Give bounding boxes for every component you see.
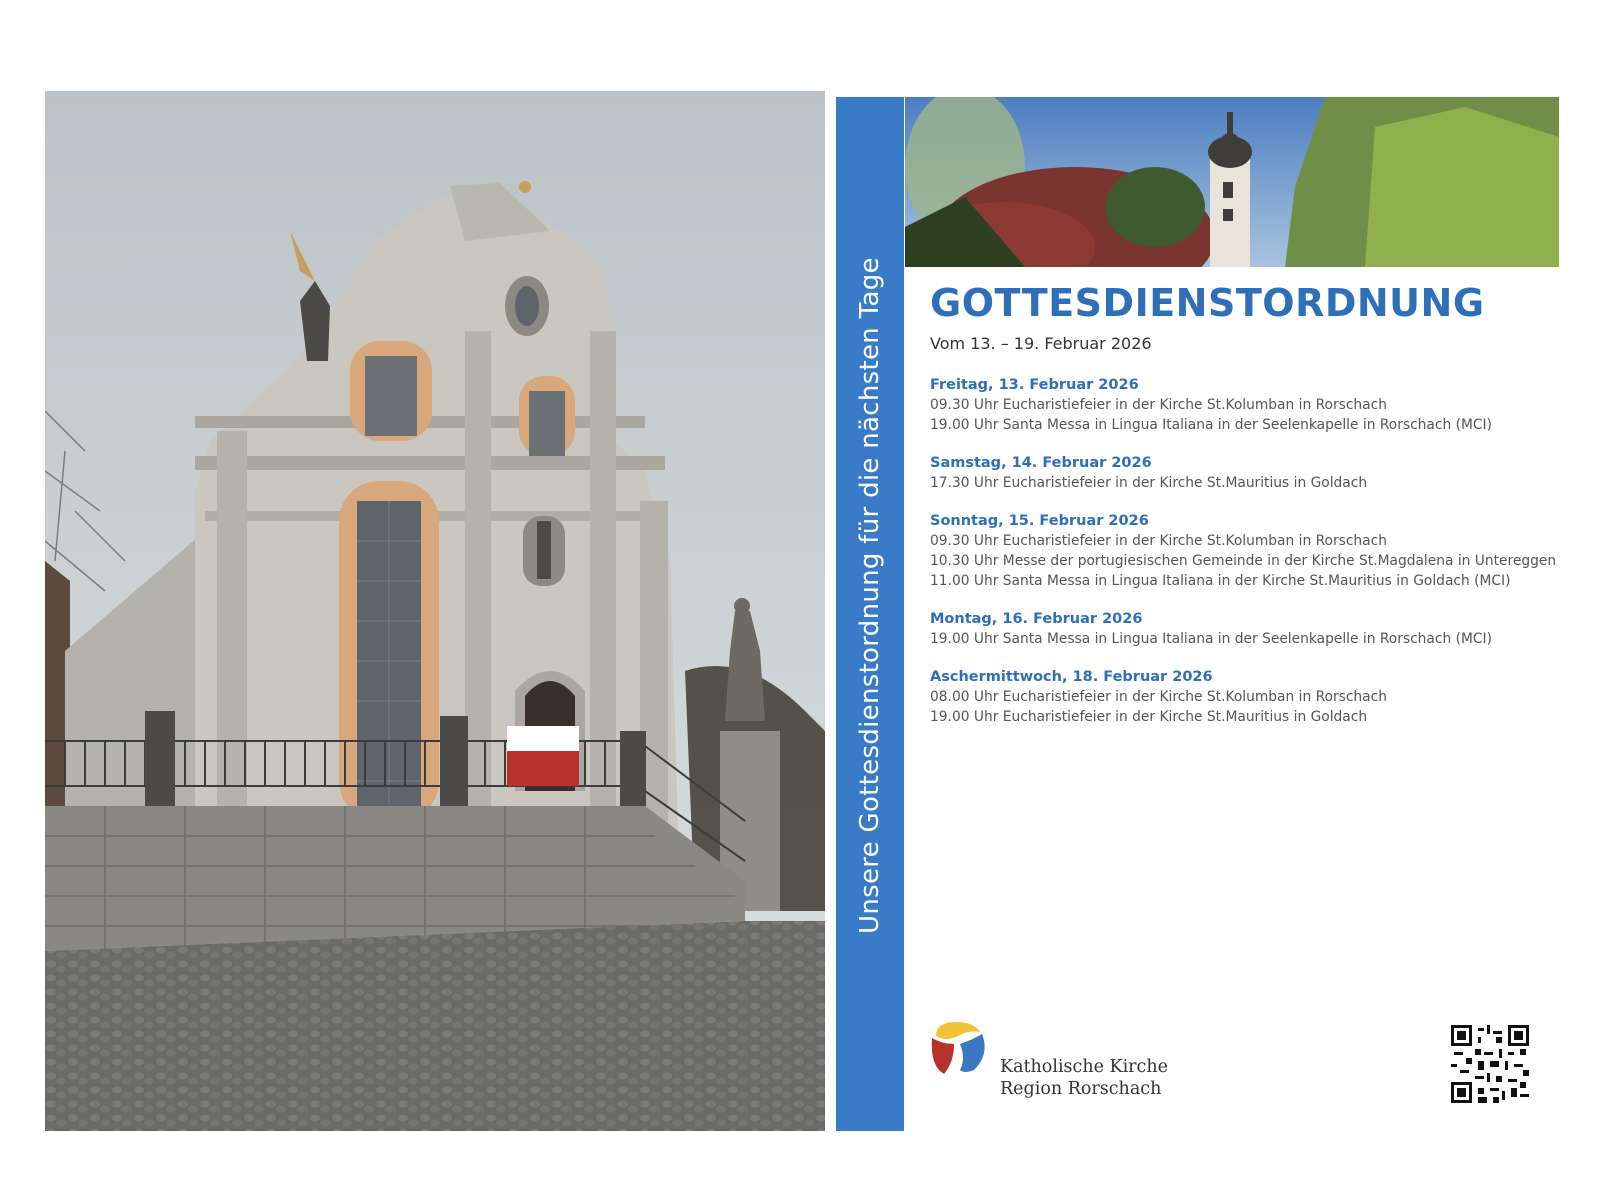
qr-code-icon[interactable] — [1451, 1025, 1529, 1103]
event-item: 19.00 Uhr Santa Messa in Lingua Italiana in der Seelenkapelle in Rorschach (MCI) — [930, 417, 1492, 433]
schedule-content — [930, 280, 1557, 745]
header-photo — [905, 97, 1559, 267]
day-title: Freitag, 13. Februar 2026 — [930, 377, 1139, 393]
page-title: GOTTESDIENSTORDNUNG — [930, 281, 1485, 325]
day-title: Aschermittwoch, 18. Februar 2026 — [930, 669, 1213, 685]
event-item: 08.00 Uhr Eucharistiefeier in der Kirche St.Kolumban in Rorschach — [930, 689, 1387, 705]
event-item: 19.00 Uhr Santa Messa in Lingua Italiana in der Seelenkapelle in Rorschach (MCI) — [930, 631, 1492, 647]
day-block — [930, 609, 1550, 649]
day-title: Montag, 16. Februar 2026 — [930, 611, 1143, 627]
day-title: Samstag, 14. Februar 2026 — [930, 455, 1152, 471]
side-banner — [836, 97, 904, 1131]
schedule-days — [930, 375, 1557, 727]
day-block — [930, 453, 1550, 493]
church-logo-icon — [928, 1018, 988, 1076]
church-photo — [45, 91, 825, 1131]
event-item: 09.30 Uhr Eucharistiefeier in der Kirche St.Kolumban in Rorschach — [930, 533, 1387, 549]
event-item: 09.30 Uhr Eucharistiefeier in der Kirche St.Kolumban in Rorschach — [930, 397, 1387, 413]
day-block — [930, 667, 1550, 727]
date-range: Vom 13. – 19. Februar 2026 — [930, 334, 1152, 353]
event-item: 11.00 Uhr Santa Messa in Lingua Italiana in der Kirche St.Mauritius in Goldach (MCI) — [930, 573, 1511, 589]
organization-name — [1000, 1056, 1168, 1100]
day-block — [930, 375, 1550, 435]
event-item: 19.00 Uhr Eucharistiefeier in der Kirche St.Mauritius in Goldach — [930, 709, 1368, 725]
day-title: Sonntag, 15. Februar 2026 — [930, 513, 1149, 529]
organization-line-1: Katholische Kirche — [1000, 1057, 1168, 1077]
organization-line-2: Region Rorschach — [1000, 1079, 1162, 1099]
side-banner-text: Unsere Gottesdienstordnung für die nächsten Tage — [855, 257, 885, 934]
event-item: 17.30 Uhr Eucharistiefeier in der Kirche St.Mauritius in Goldach — [930, 475, 1368, 491]
day-block — [930, 511, 1557, 591]
event-item: 10.30 Uhr Messe der portugiesischen Gemeinde in der Kirche St.Magdalena in Untereggen — [930, 553, 1557, 569]
